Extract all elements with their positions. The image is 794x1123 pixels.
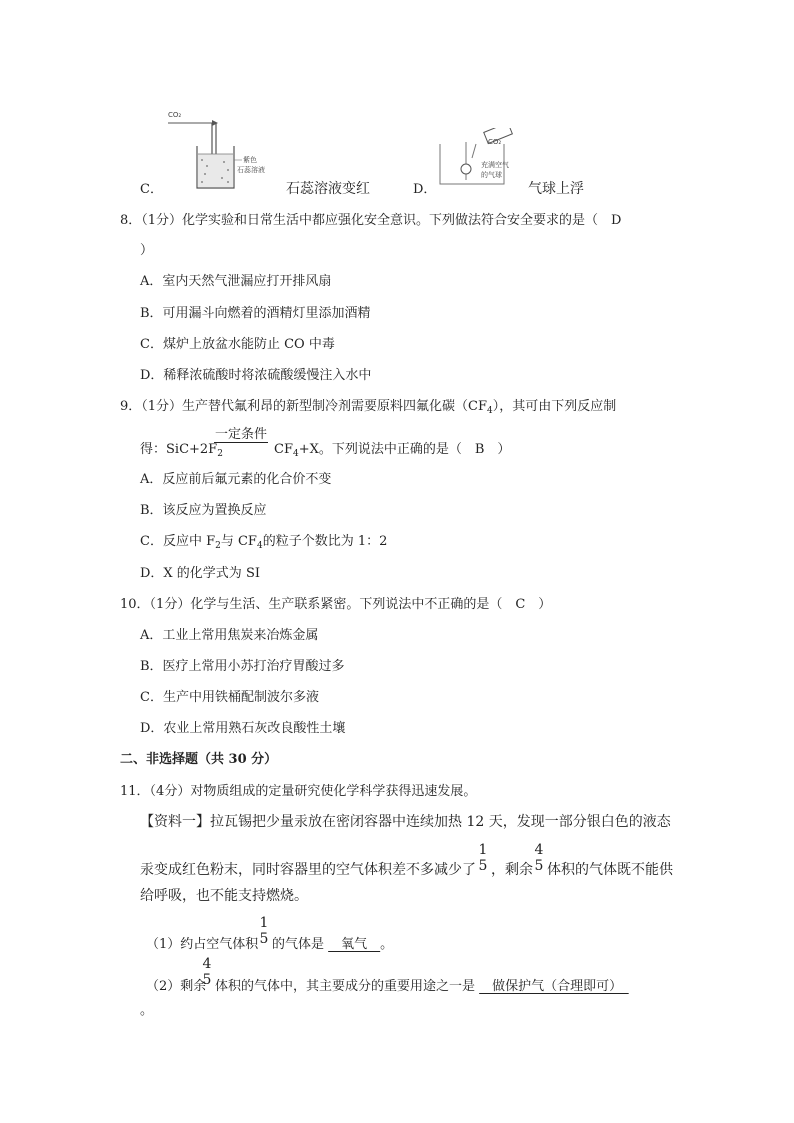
q9-equation-right: $CF_4+X$。下列说法中正确的是（ B ） <box>274 442 511 459</box>
co2-litmus-beaker-figure <box>162 108 254 190</box>
litmus-label-line2: 石蕊溶液 <box>237 166 265 174</box>
balloon-label-line2: 的气球 <box>481 171 502 179</box>
q11-material-line2a: 汞变成红色粉末，同时容器里的空气体积差不多减少了 <box>140 862 476 878</box>
q8-option-a: A．室内天然气泄漏应打开排风扇 <box>140 274 332 289</box>
q11-part2-answer: 做保护气（合理即可） <box>479 979 629 994</box>
q8-option-b: B．可用漏斗向燃着的酒精灯里添加酒精 <box>140 306 371 321</box>
q10-option-c: C．生产中用铁桶配制波尔多液 <box>140 690 319 705</box>
figure-c-caption: 石蕊溶液变红 <box>286 181 370 197</box>
q9-stem-line1: 9．（1分）生产替代氟利昂的新型制冷剂需要原料四氟化碳$(CF_4)$，其可由下列反应制 <box>120 399 617 416</box>
q11-part1-prompt: （1）约占空气体积 <box>146 937 259 952</box>
fraction-one-fifth-part1: 1 5 <box>259 915 269 947</box>
q10-stem: 10．（1分）化学与生活、生产联系紧密。下列说法中不正确的是（ C ） <box>120 597 552 612</box>
option-c-label: C． <box>140 182 163 197</box>
fraction-one-fifth: 1 5 <box>478 842 488 874</box>
q10-option-b: B．医疗上常用小苏打治疗胃酸过多 <box>140 659 345 674</box>
q11-part2-prompt: （2）剩余 <box>146 979 207 994</box>
reaction-condition: 一定条件 <box>215 427 268 442</box>
q11-material-line1: 【资料一】拉瓦锡把少量汞放在密闭容器中连续加热 12 天，发现一部分银白色的液态 <box>140 814 671 830</box>
q10-option-a: A．工业上常用焦炭来冶炼金属 <box>140 628 319 643</box>
q8-stem: 8．（1分）化学实验和日常生活中都应强化安全意识。下列做法符合安全要求的是（ D <box>120 213 622 228</box>
q11-part2-period: 。 <box>140 1003 154 1018</box>
fraction-four-fifths: 4 5 <box>534 842 544 874</box>
q11-material-line2c: 体积的气体既不能供 <box>547 862 673 878</box>
q8-stem-end: ） <box>140 243 154 258</box>
option-d-label: D． <box>413 182 437 197</box>
q11-material-line2b: ，剩余 <box>491 862 533 878</box>
litmus-label-line1: 紫色 <box>243 156 257 164</box>
q11-stem: 11．（4分）对物质组成的定量研究使化学科学获得迅速发展。 <box>120 784 477 799</box>
q10-option-d: D．农业上常用熟石灰改良酸性土壤 <box>140 721 346 736</box>
q9-option-a: A．反应前后氟元素的化合价不变 <box>140 472 332 487</box>
co2-label: CO₂ <box>168 111 182 119</box>
q9-option-b: B．该反应为置换反应 <box>140 503 267 518</box>
balloon-label-line1: 充满空气 <box>481 161 509 169</box>
q11-part2-prompt-end: 体积的气体中，其主要成分的重要用途之一是 做保护气（合理即可） <box>215 979 629 994</box>
q11-part1-answer: 氧气 <box>328 937 381 952</box>
figure-d-caption: 气球上浮 <box>528 181 584 197</box>
q9-equation-left: 得：$SiC+2F_2$ <box>140 442 223 459</box>
q9-option-c: C．反应中 $F_2$与 $CF_4$的粒子个数比为 1：2 <box>140 534 388 551</box>
q11-part1-prompt-end: 的气体是 氧气 。 <box>272 937 394 952</box>
fraction-four-fifths-part2: 4 5 <box>202 956 212 988</box>
co2-bottle-label: CO₂ <box>488 138 502 146</box>
section-heading: 二、非选择题（共 30 分） <box>120 752 278 767</box>
q8-option-d: D．稀释浓硫酸时将浓硫酸缓慢注入水中 <box>140 368 372 383</box>
q11-material-line3: 给呼吸，也不能支持燃烧。 <box>140 888 308 904</box>
q8-option-c: C．煤炉上放盆水能防止 CO 中毒 <box>140 337 335 352</box>
q9-option-d: D．X 的化学式为 SI <box>140 566 260 581</box>
